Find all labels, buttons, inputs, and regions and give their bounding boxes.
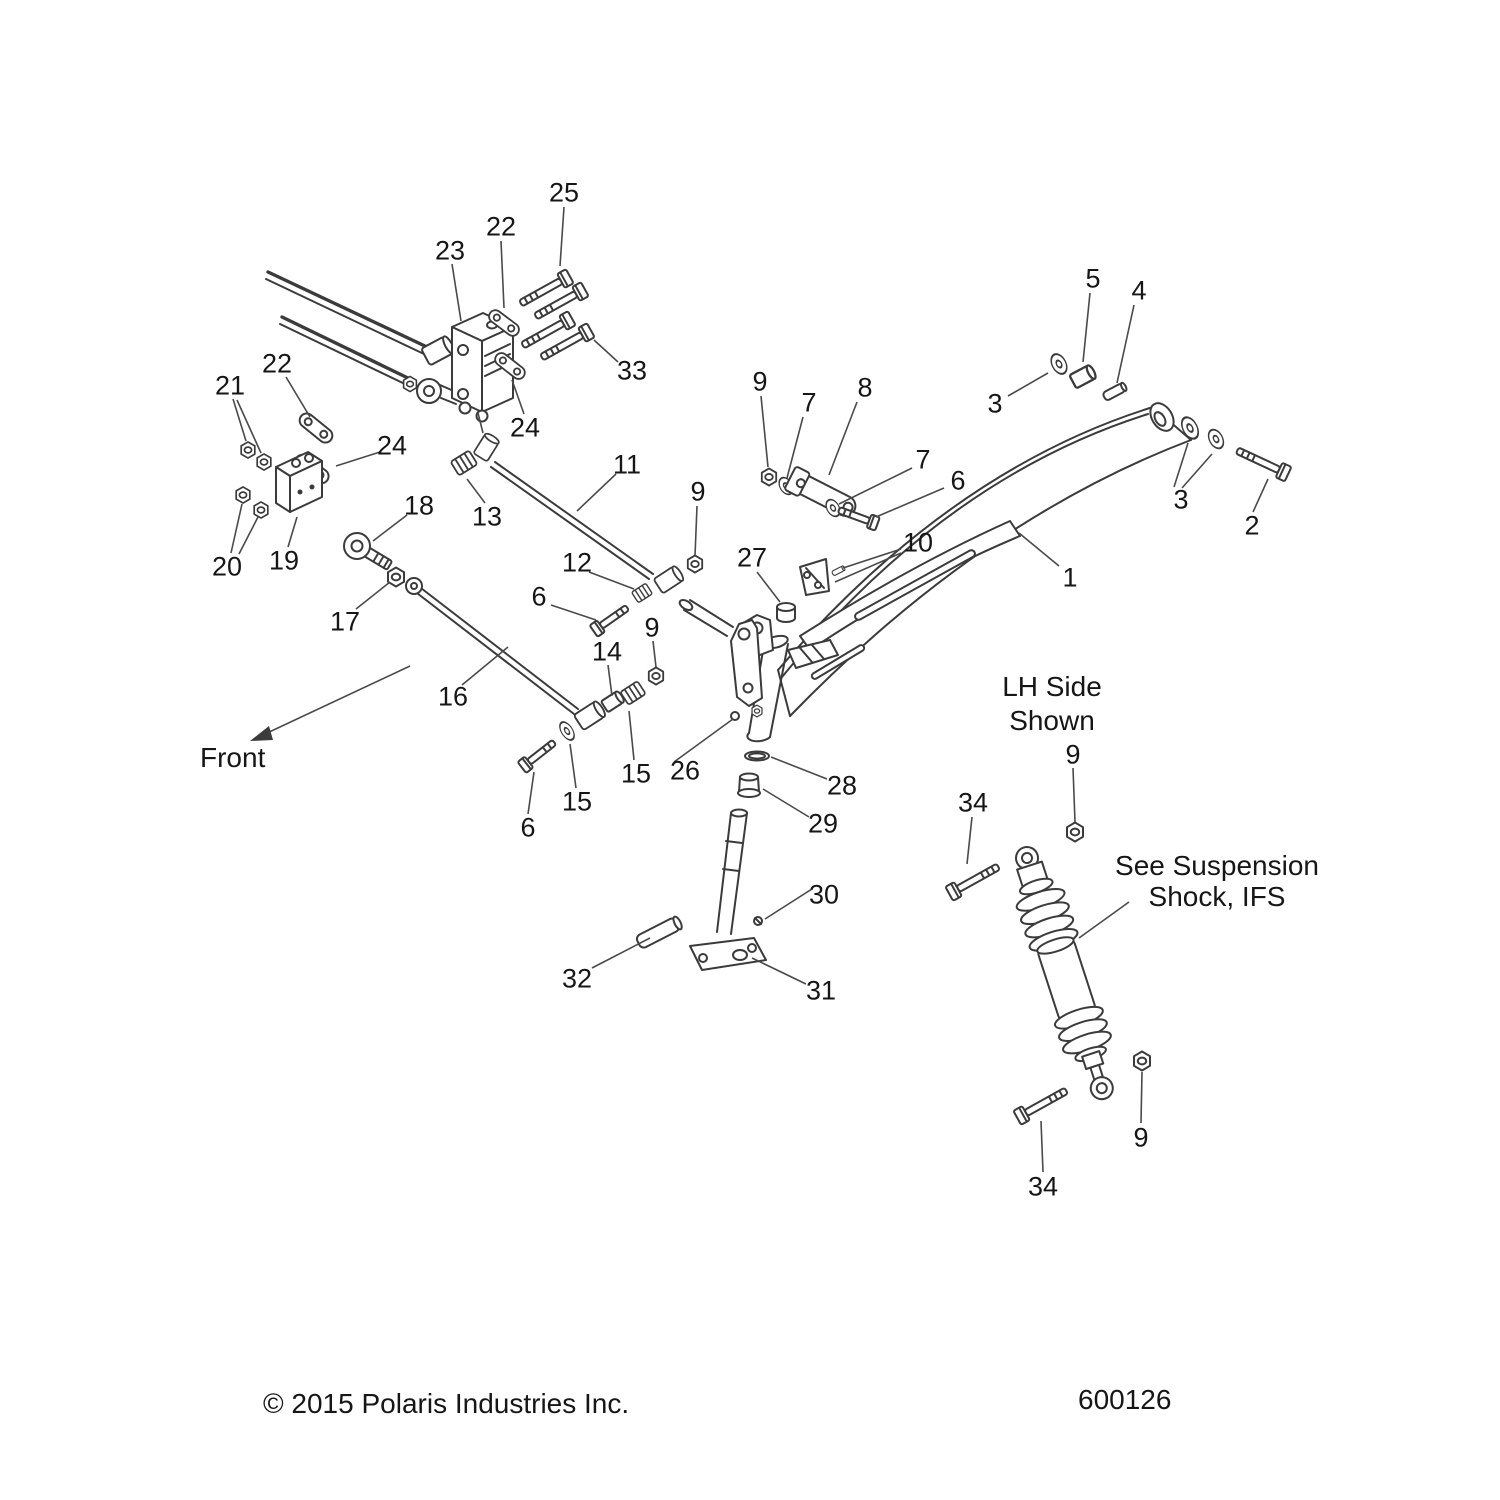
callout-32-41: 32 [561, 963, 593, 994]
callout-9-25: 9 [752, 366, 768, 397]
callout-28-37: 28 [826, 770, 858, 801]
link-strap [297, 411, 335, 446]
callout-18-10: 18 [403, 490, 435, 521]
callout-24-6: 24 [376, 430, 408, 461]
callout-13-12: 13 [471, 501, 503, 532]
lh-side-note [953, 670, 1151, 738]
callout-10-30: 10 [902, 527, 934, 558]
callout-3-33: 3 [987, 388, 1003, 419]
callout-11-13: 11 [612, 449, 642, 480]
callout-17-11: 17 [329, 606, 361, 637]
small-bracket-drawing [800, 559, 845, 595]
callout-15-20: 15 [620, 758, 652, 789]
callout-9-44: 9 [1133, 1122, 1149, 1153]
callout-2-35: 2 [1244, 510, 1260, 541]
callout-22-1: 22 [485, 211, 517, 242]
callout-8-27: 8 [857, 372, 873, 403]
callout-16-16: 16 [437, 681, 469, 712]
callout-6-29: 6 [950, 465, 966, 496]
callout-34-42: 34 [957, 787, 989, 818]
see-suspension-shock-note [1093, 850, 1341, 912]
lh-side-note-line2: Shown [1009, 705, 1095, 736]
frame-rods-drawing [266, 272, 456, 404]
callout-15-19: 15 [561, 786, 593, 817]
callout-22-4: 22 [261, 348, 293, 379]
copyright-text: © 2015 Polaris Industries Inc. [263, 1388, 630, 1419]
callout-33-3: 33 [616, 355, 648, 386]
callout-23-2: 23 [434, 235, 466, 266]
callout-6-22: 6 [520, 812, 536, 843]
callout-31-40: 31 [805, 975, 837, 1006]
callout-9-23: 9 [690, 476, 706, 507]
callout-9-18: 9 [644, 612, 660, 643]
callout-29-38: 29 [807, 808, 839, 839]
shock-link-drawing [762, 466, 880, 530]
callout-1-36: 1 [1062, 562, 1078, 593]
callout-4-32: 4 [1131, 275, 1147, 306]
front-arrow [250, 666, 410, 741]
lh-side-note-line1: LH Side [1002, 671, 1102, 702]
pivot-block-drawing [293, 269, 595, 486]
callout-25-0: 25 [548, 177, 580, 208]
callout-7-26: 7 [801, 387, 817, 418]
callout-34-45: 34 [1027, 1171, 1059, 1202]
callout-14-17: 14 [591, 636, 623, 667]
figure-number: 600126 [1078, 1384, 1172, 1415]
callout-20-8: 20 [211, 551, 243, 582]
callout-19-9: 19 [268, 545, 300, 576]
callout-5-31: 5 [1085, 263, 1101, 294]
callout-21-5: 21 [214, 370, 246, 401]
callout-9-43: 9 [1065, 739, 1081, 770]
callout-12-14: 12 [561, 547, 593, 578]
callout-7-28: 7 [915, 444, 931, 475]
callout-3-34: 3 [1173, 484, 1189, 515]
callout-30-39: 30 [808, 879, 840, 910]
callout-24-7: 24 [509, 412, 541, 443]
see-suspension-shock-line2: Shock, IFS [1148, 881, 1286, 912]
callout-27-24: 27 [736, 542, 768, 573]
radius-rod-upper-drawing [451, 432, 706, 637]
callout-26-21: 26 [669, 755, 701, 786]
mount-bracket-drawing [236, 442, 322, 518]
front-direction-label: Front [200, 742, 266, 773]
callout-6-15: 6 [531, 581, 547, 612]
see-suspension-shock-line1: See Suspension [1115, 850, 1319, 881]
